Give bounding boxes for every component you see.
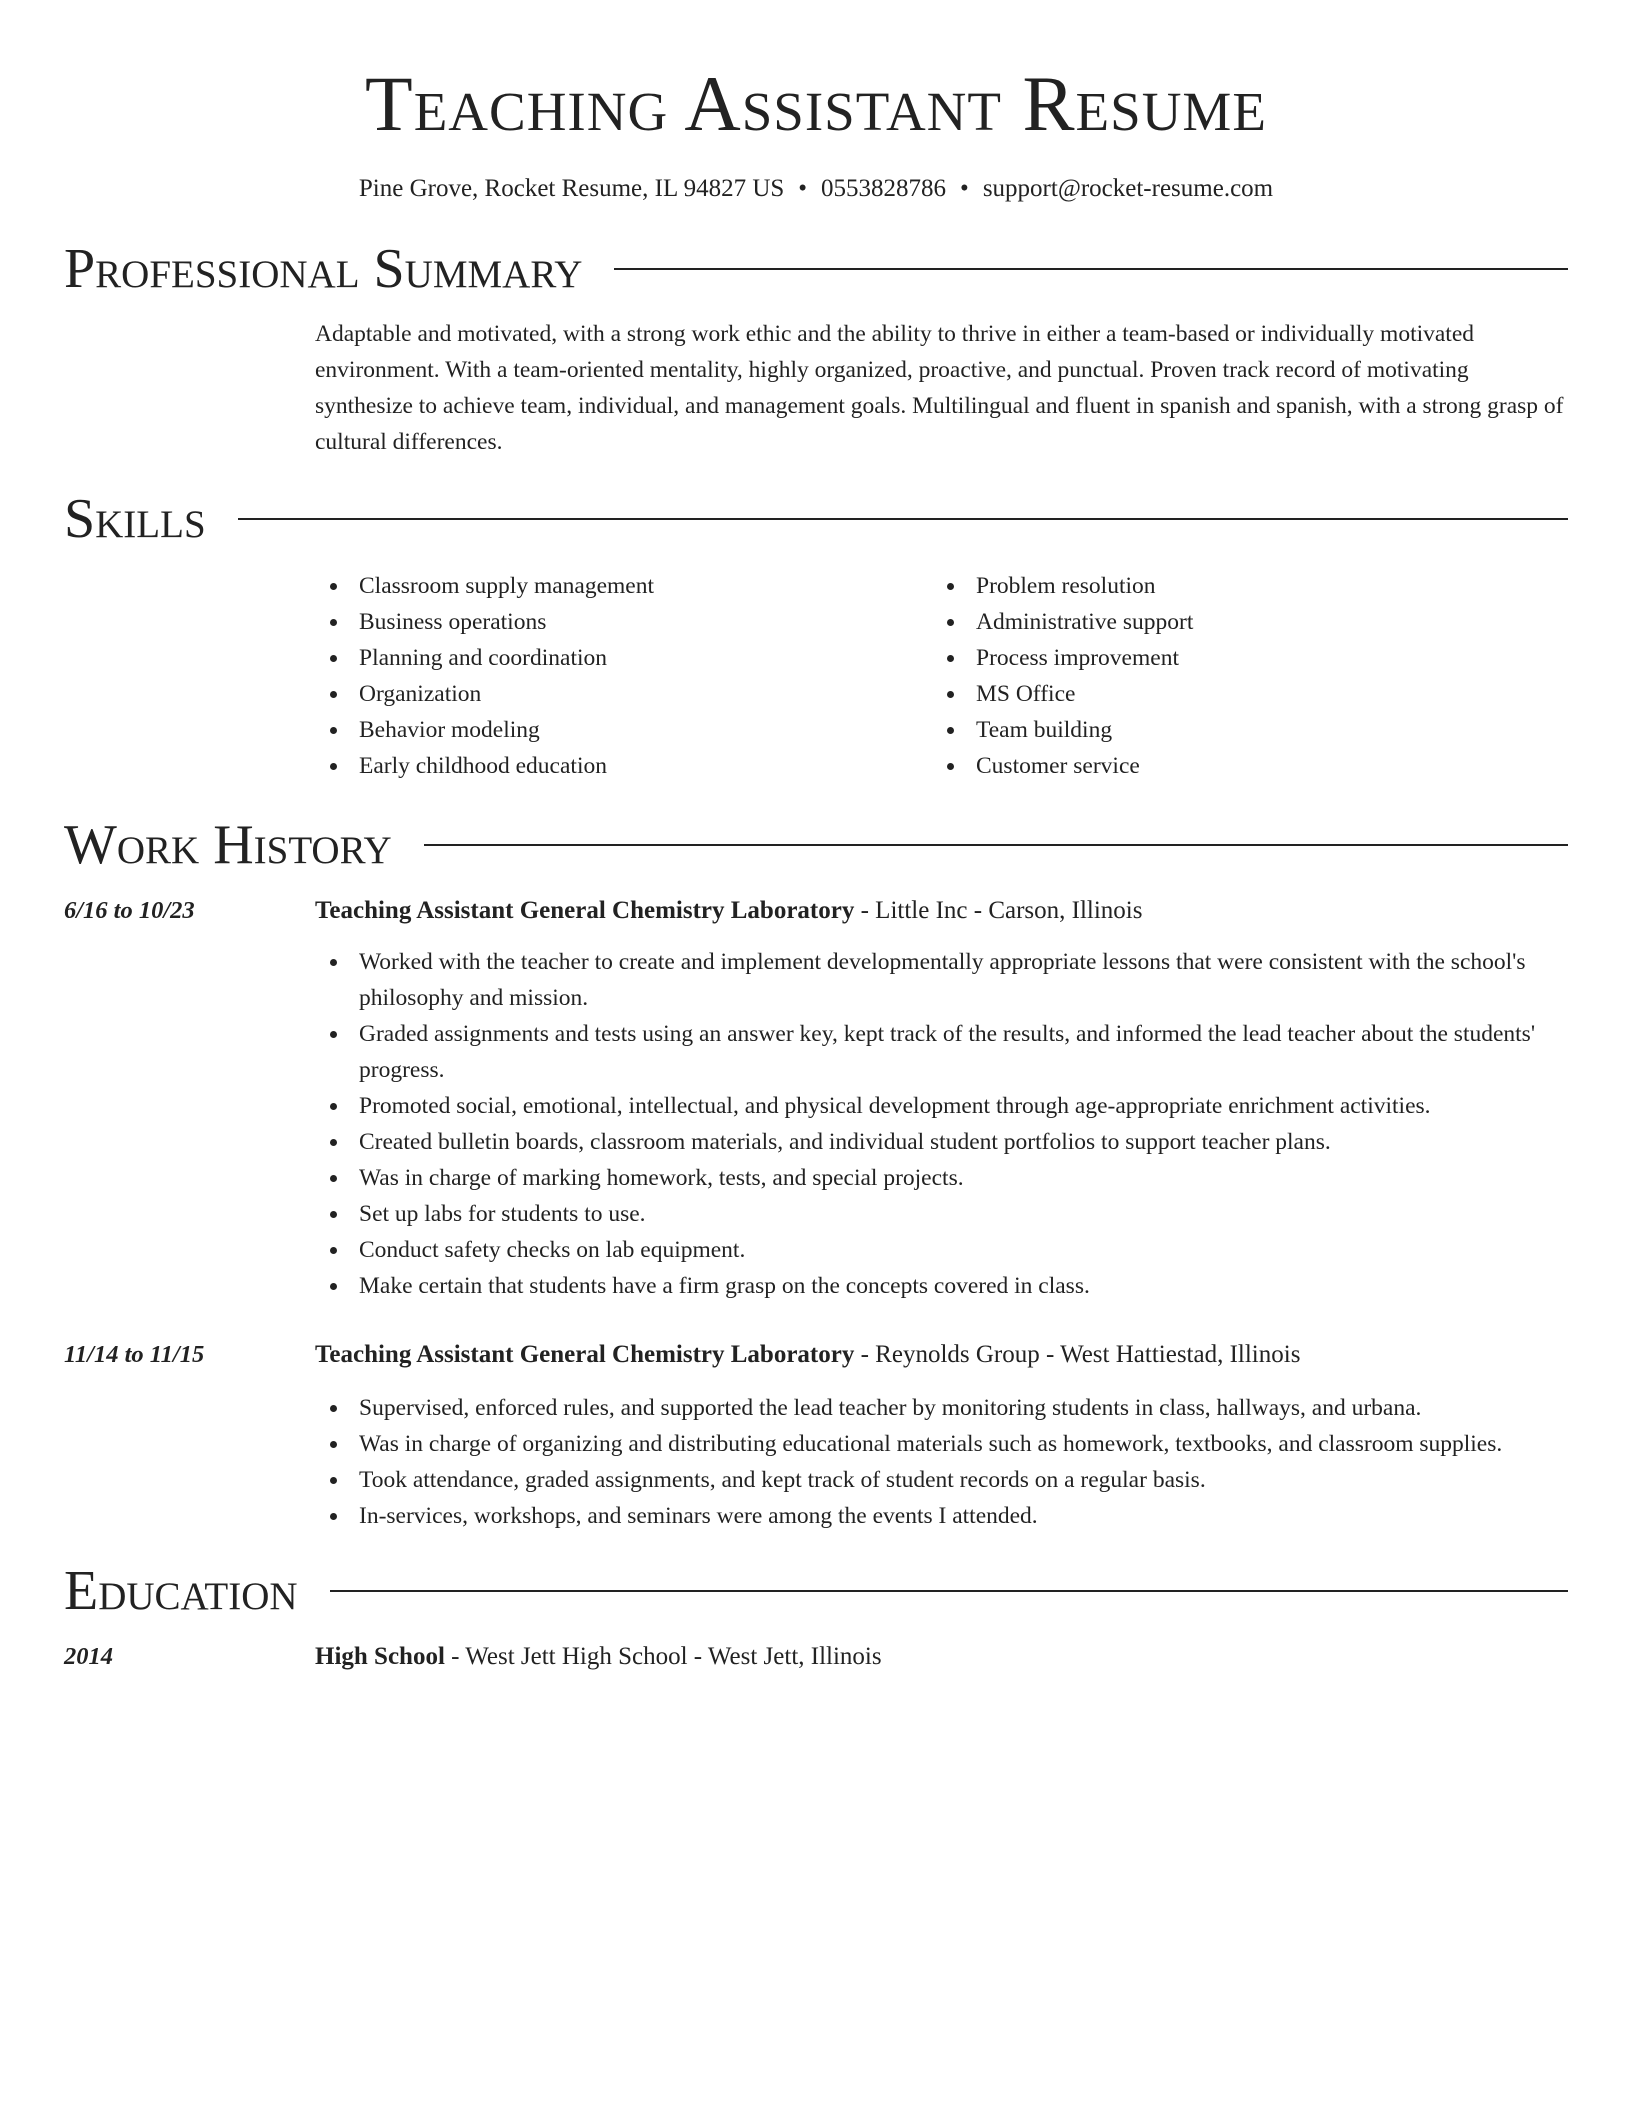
contact-separator: • <box>960 175 969 202</box>
work-section-title: Work History <box>64 814 392 876</box>
skill-item: MS Office <box>932 676 1549 712</box>
contact-phone: 0553828786 <box>821 175 947 202</box>
contact-address: Pine Grove, Rocket Resume, IL 94827 US <box>358 175 785 202</box>
education-section-header <box>64 1560 1568 1622</box>
education-entry <box>64 1640 1568 1674</box>
section-divider <box>424 844 1568 846</box>
work-entry <box>64 894 1568 1304</box>
work-bullet: Graded assignments and tests using an answer key, kept track of the results, and informed the lead teacher about the students' progress. <box>315 1016 1568 1088</box>
work-entry-bullets <box>315 1390 1568 1534</box>
work-bullet: Promoted social, emotional, intellectual, and physical development through age-appropriate enrichment activities. <box>315 1088 1568 1124</box>
skill-item: Early childhood education <box>315 748 932 784</box>
contact-separator: • <box>798 175 808 202</box>
work-entry-title <box>315 894 1568 928</box>
section-divider <box>330 1590 1568 1592</box>
skill-item: Team building <box>932 712 1549 748</box>
work-entry-body <box>315 1338 1568 1534</box>
work-bullet: Supervised, enforced rules, and supported the lead teacher by monitoring students in class, hallways, and urbana. <box>315 1390 1568 1426</box>
skill-item: Organization <box>315 676 932 712</box>
work-entry-body <box>315 894 1568 1304</box>
work-entry-title <box>315 1338 1568 1372</box>
education-section-title: Education <box>64 1560 298 1622</box>
contact-email: support@rocket-resume.com <box>982 175 1274 202</box>
skill-item: Behavior modeling <box>315 712 932 748</box>
skill-item: Classroom supply management <box>315 568 932 604</box>
work-entry-position: Teaching Assistant General Chemistry Laboratory <box>315 897 855 924</box>
work-entry-bullets <box>315 944 1568 1304</box>
work-entry-position: Teaching Assistant General Chemistry Laboratory <box>315 1341 855 1368</box>
work-section-header <box>64 814 1568 876</box>
work-bullet: Was in charge of marking homework, tests, and special projects. <box>315 1160 1568 1196</box>
summary-section <box>315 316 1568 460</box>
work-bullet: Conduct safety checks on lab equipment. <box>315 1232 1568 1268</box>
work-entry-employer: - Reynolds Group - West Hattiestad, Illinois <box>854 1341 1301 1368</box>
work-entry-dates: 11/14 to 11/15 <box>64 1341 205 1368</box>
summary-section-header <box>64 238 1568 300</box>
work-bullet: Make certain that students have a firm grasp on the concepts covered in class. <box>315 1268 1568 1304</box>
work-bullet: Took attendance, graded assignments, and kept track of student records on a regular basis. <box>315 1462 1568 1498</box>
skill-item: Problem resolution <box>932 568 1549 604</box>
education-year: 2014 <box>64 1643 113 1670</box>
work-bullet: Set up labs for students to use. <box>315 1196 1568 1232</box>
education-entry-body <box>315 1640 1568 1674</box>
resume-title: Teaching Assistant Resume <box>365 60 1267 147</box>
summary-section-title: Professional Summary <box>64 238 583 300</box>
work-entry-employer: - Little Inc - Carson, Illinois <box>854 897 1143 924</box>
work-bullet: Created bulletin boards, classroom materials, and individual student portfolios to support teacher plans. <box>315 1124 1568 1160</box>
summary-text: Adaptable and motivated, with a strong work ethic and the ability to thrive in either a team-based or individually motivated environment. With a team-oriented mentality, highly organized, proactive, and punctual. Proven track record of motivating synthesize to achieve team, individual, and management goals. Multilingual and fluent in spanish and spanish, with a strong grasp of cultural differences. <box>315 321 1564 455</box>
skills-section-title: Skills <box>64 488 206 550</box>
work-bullet: Was in charge of organizing and distributing educational materials such as homework, textbooks, and classroom supplies. <box>315 1426 1568 1462</box>
section-divider <box>614 268 1568 270</box>
resume-page <box>64 0 1568 1674</box>
skill-item: Administrative support <box>932 604 1549 640</box>
education-degree: High School <box>315 1643 445 1670</box>
work-bullet: In-services, workshops, and seminars were among the events I attended. <box>315 1498 1568 1534</box>
skills-column-left <box>315 568 932 784</box>
contact-line <box>64 174 1568 204</box>
education-school: - West Jett High School - West Jett, Illinois <box>444 1643 882 1670</box>
skills-list <box>315 568 1568 784</box>
resume-header <box>64 0 1568 204</box>
work-bullet: Worked with the teacher to create and implement developmentally appropriate lessons that were consistent with the school's philosophy and mission. <box>315 944 1568 1016</box>
skill-item: Business operations <box>315 604 932 640</box>
skills-section-header <box>64 488 1568 550</box>
work-entry-dates: 6/16 to 10/23 <box>64 897 195 924</box>
skill-item: Planning and coordination <box>315 640 932 676</box>
work-entry <box>64 1338 1568 1534</box>
skill-item: Customer service <box>932 748 1549 784</box>
skill-item: Process improvement <box>932 640 1549 676</box>
skills-column-right <box>932 568 1549 784</box>
section-divider <box>238 518 1568 520</box>
education-entry-title <box>315 1640 1568 1674</box>
